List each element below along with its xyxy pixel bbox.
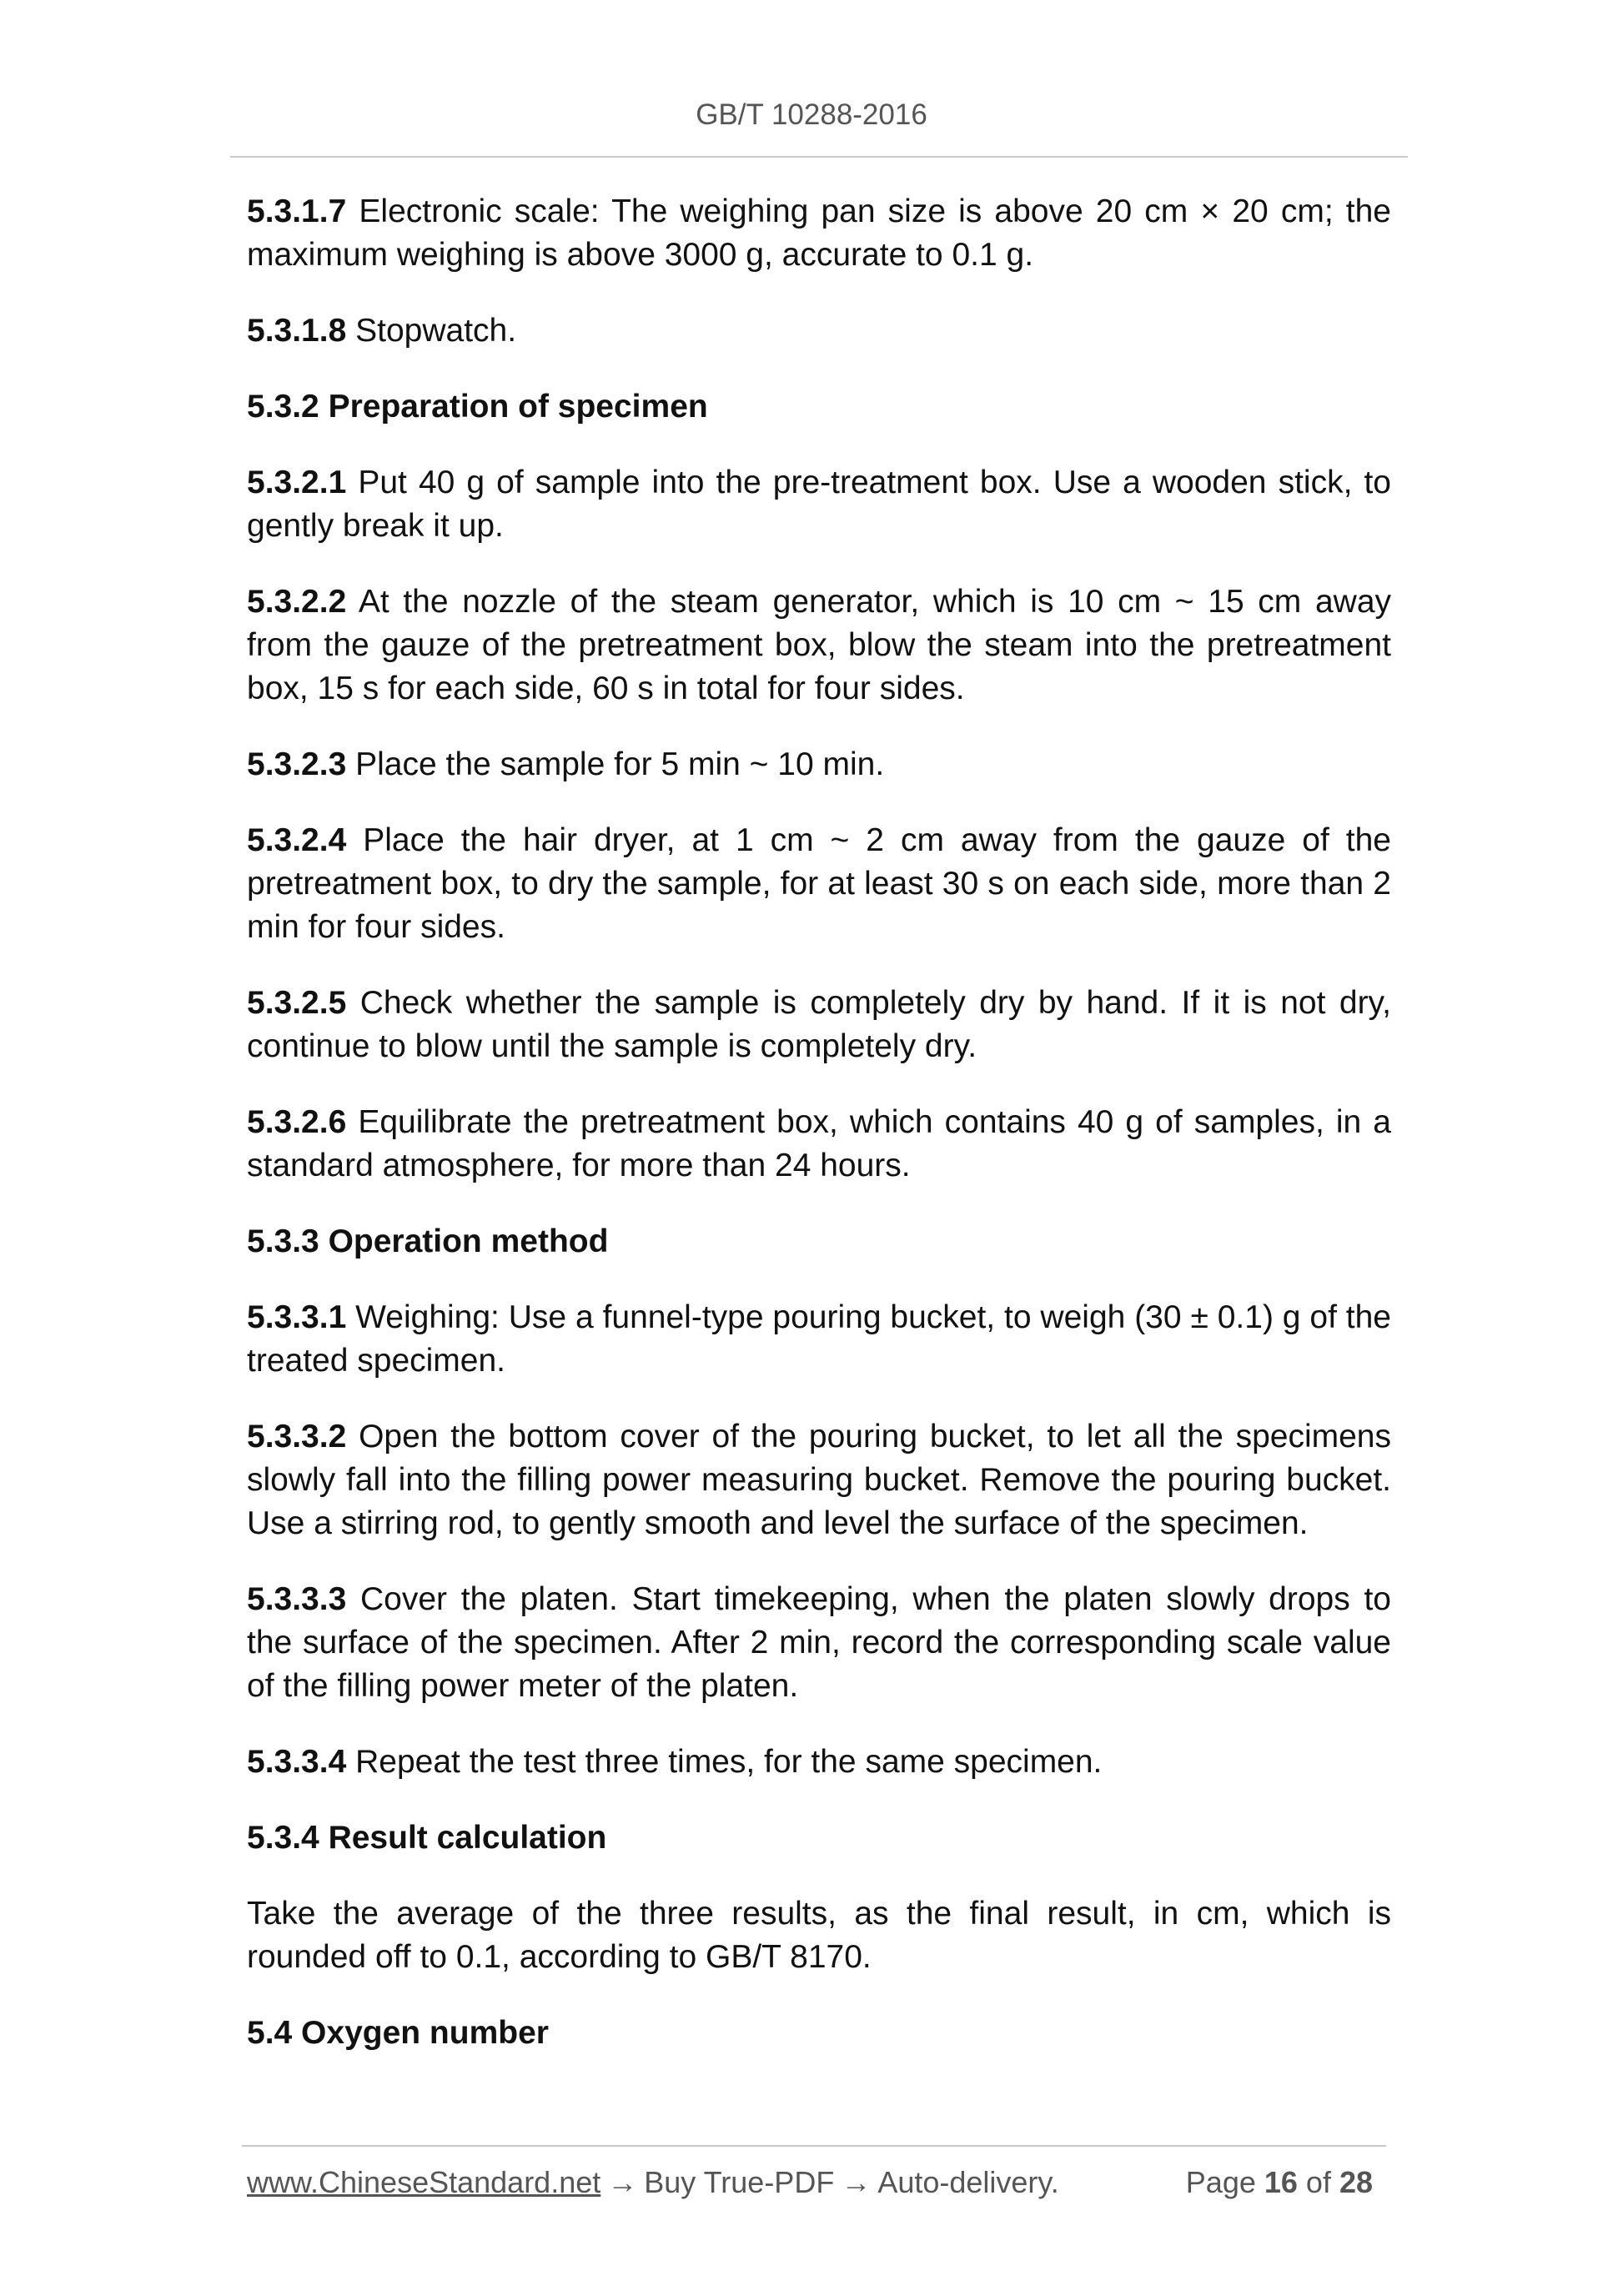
clause-5-3-2-6 [247,1101,1391,1188]
clause-text: Open the bottom cover of the pouring bucket, to let all the specimens slowly fall into the filling power measuring bucket. Remove the pouring bucket. Use a stirring rod, to gently smooth and level the surface of the specimen. [247,1419,1391,1541]
clause-number: 5.3.1.7 [247,193,347,229]
header-divider [230,156,1408,158]
clause-5-3-3-3 [247,1578,1391,1708]
clause-number: 5.3.2.2 [247,584,347,620]
clause-number: 5.3.2.1 [247,465,347,500]
clause-text: Electronic scale: The weighing pan size is above 20 cm × 20 cm; the maximum weighing is above 3000 g, accurate to 0.1 g. [247,193,1391,273]
clause-text: Put 40 g of sample into the pre-treatment box. Use a wooden stick, to gently break it up. [247,465,1391,544]
clause-number: 5.3.2.5 [247,985,347,1021]
clause-text: Take the average of the three results, as the final result, in cm, which is rounded off to 0.1, according to GB/T 8170. [247,1896,1391,1975]
clause-text: Place the hair dryer, at 1 cm ~ 2 cm away from the gauze of the pretreatment box, to dry the sample, for at least 30 s on each side, more than 2 min for four sides. [247,822,1391,945]
clause-text: Cover the platen. Start timekeeping, when the platen slowly drops to the surface of the specimen. After 2 min, record the corresponding scale value of the filling power meter of the platen. [247,1581,1391,1704]
section-heading-oxygen: 5.4 Oxygen number [247,2015,549,2051]
clause-5-3-3-1 [247,1296,1391,1383]
document-body [247,190,1391,2088]
result-paragraph [247,1892,1391,1979]
page-footer [247,2165,1381,2200]
clause-number: 5.3.3.3 [247,1581,347,1617]
arrow-right-icon: → [841,2165,872,2199]
delivery-text: Auto-delivery. [877,2165,1059,2199]
clause-number: 5.3.2.3 [247,746,347,782]
clause-text: Repeat the test three times, for the same specimen. [355,1744,1103,1780]
clause-5-3-2-3 [247,743,1391,786]
arrow-right-icon: → [607,2165,638,2199]
clause-5-3-3-4 [247,1741,1391,1784]
page-current: 16 [1264,2165,1298,2199]
buy-text: Buy True-PDF [644,2165,835,2199]
clause-5-3-1-7 [247,190,1391,277]
clause-number: 5.3.2.6 [247,1104,347,1140]
clause-text: Weighing: Use a funnel-type pouring bucket, to weigh (30 ± 0.1) g of the treated specimen. [247,1299,1391,1379]
clause-5-3-3-2 [247,1415,1391,1545]
page-indicator [1186,2165,1381,2200]
section-heading-preparation: 5.3.2 Preparation of specimen [247,389,708,425]
clause-number: 5.3.1.8 [247,313,347,349]
clause-number: 5.3.3.1 [247,1299,347,1335]
clause-number: 5.3.2.4 [247,822,347,858]
clause-5-3-2-2 [247,580,1391,711]
footer-left [247,2165,1059,2200]
clause-text: Stopwatch. [355,313,517,349]
clause-text: Check whether the sample is completely dry by hand. If it is not dry, continue to blow until the sample is completely dry. [247,985,1391,1064]
clause-5-3-2-4 [247,819,1391,949]
clause-5-3-2-1 [247,461,1391,548]
section-heading-result: 5.3.4 Result calculation [247,1820,607,1856]
of-label: of [1305,2165,1331,2199]
clause-5-3-2-5 [247,982,1391,1068]
clause-number: 5.3.3.2 [247,1419,347,1454]
page-total: 28 [1339,2165,1373,2199]
section-heading-operation: 5.3.3 Operation method [247,1223,609,1259]
website-link[interactable]: www.ChineseStandard.net [247,2165,601,2199]
page-header: GB/T 10288-2016 [696,98,927,131]
clause-text: At the nozzle of the steam generator, which is 10 cm ~ 15 cm away from the gauze of the pretreatment box, blow the steam into the pretreatment box, 15 s for each side, 60 s in total for four sides. [247,584,1392,706]
clause-number: 5.3.3.4 [247,1744,347,1780]
clause-text: Equilibrate the pretreatment box, which contains 40 g of samples, in a standard atmosphere, for more than 24 hours. [247,1104,1391,1183]
page-label: Page [1185,2165,1256,2199]
clause-text: Place the sample for 5 min ~ 10 min. [355,746,885,782]
footer-divider [242,2145,1386,2147]
clause-5-3-1-8 [247,309,1391,353]
